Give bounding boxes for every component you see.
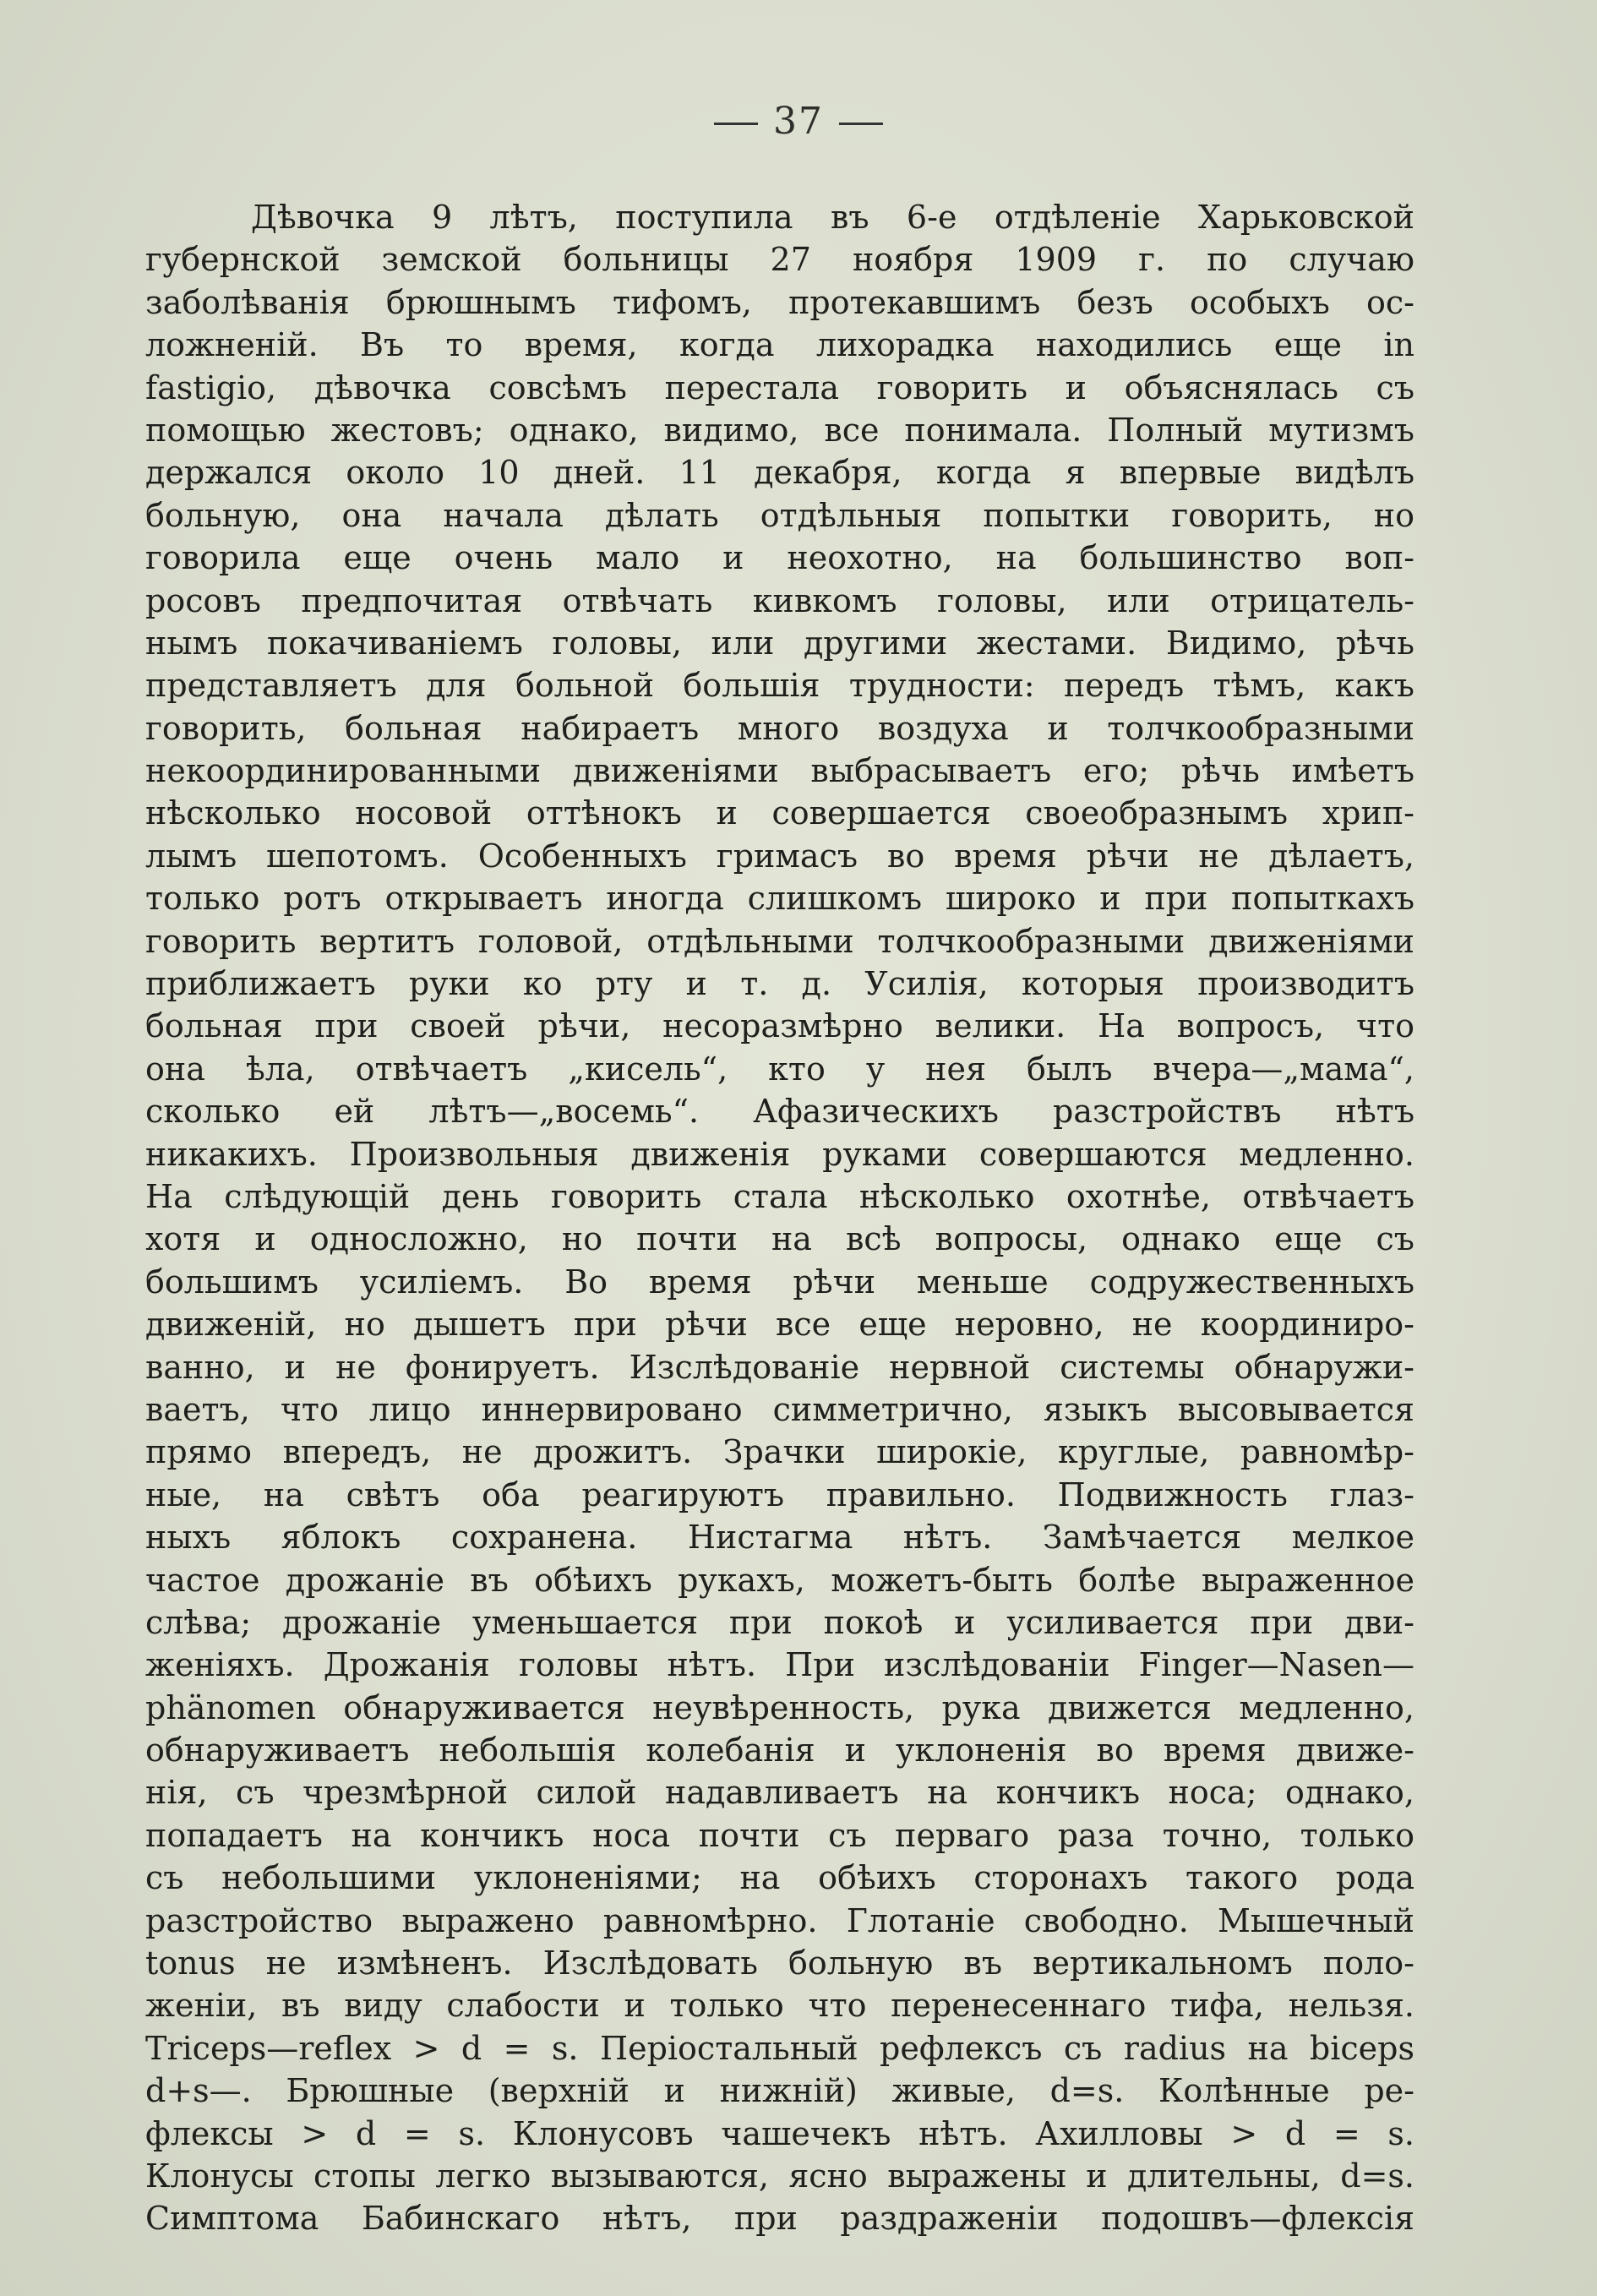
text-line: съ небольшими уклоненіями; на обѣихъ сторонахъ такого рода bbox=[145, 1859, 1414, 1897]
text-line: приближаетъ руки ко рту и т. д. Усилія, которыя производитъ bbox=[145, 965, 1414, 1003]
text-line: росовъ предпочитая отвѣчать кивкомъ головы, или отрицатель- bbox=[145, 581, 1414, 619]
text-line: держался около 10 дней. 11 декабря, когда я впервые видѣлъ bbox=[145, 454, 1414, 492]
text-line: флексы > d = s. Клонусовъ чашечекъ нѣтъ. Ахилловы > d = s. bbox=[145, 2114, 1414, 2152]
text-line: лымъ шепотомъ. Особенныхъ гримасъ во время рѣчи не дѣлаетъ, bbox=[145, 837, 1414, 875]
text-line: Дѣвочка 9 лѣтъ, поступила въ 6-е отдѣленіе Харьковской bbox=[251, 199, 1414, 236]
text-line: ложненій. Въ то время, когда лихорадка находились еще in bbox=[145, 326, 1414, 364]
text-line: phänomen обнаруживается неувѣренность, рука движется медленно, bbox=[145, 1688, 1414, 1726]
text-line: ваетъ, что лицо иннервировано симметрично, языкъ высовывается bbox=[145, 1390, 1414, 1428]
text-line: движеній, но дышетъ при рѣчи все еще неровно, не координиро- bbox=[145, 1306, 1414, 1344]
text-line: Triceps—reflex > d = s. Періостальный рефлексъ съ radius на biceps bbox=[145, 2029, 1414, 2067]
page-number bbox=[0, 100, 1597, 143]
text-line: частое дрожаніе въ обѣихъ рукахъ, можетъ-быть болѣе выраженное bbox=[145, 1561, 1414, 1599]
text-line: На слѣдующій день говорить стала нѣсколько охотнѣе, отвѣчаетъ bbox=[145, 1177, 1414, 1215]
text-line: представляетъ для больной большія трудности: передъ тѣмъ, какъ bbox=[145, 667, 1414, 705]
text-line: губернской земской больницы 27 ноября 1909 г. по случаю bbox=[145, 241, 1414, 279]
text-line: нымъ покачиваніемъ головы, или другими жестами. Видимо, рѣчь bbox=[145, 624, 1414, 662]
text-line: ные, на свѣтъ оба реагируютъ правильно. Подвижность глаз- bbox=[145, 1475, 1414, 1513]
page-number-value: 37 bbox=[773, 100, 824, 143]
text-line: Клонусы стопы легко вызываются, ясно выражены и длительны, d=s. bbox=[145, 2157, 1414, 2195]
text-line: Симптома Бабинскаго нѣтъ, при раздраженіи подошвъ—флексія bbox=[145, 2200, 1414, 2238]
text-line: заболѣванія брюшнымъ тифомъ, протекавшимъ безъ особыхъ ос- bbox=[145, 283, 1414, 321]
text-line: нѣсколько носовой оттѣнокъ и совершается своеобразнымъ хрип- bbox=[145, 794, 1414, 832]
text-line: говорить, больная набираетъ много воздуха и толчкообразными bbox=[145, 709, 1414, 747]
text-line: больная при своей рѣчи, несоразмѣрно велики. На вопросъ, что bbox=[145, 1007, 1414, 1045]
text-line: женіи, въ виду слабости и только что перенесеннаго тифа, нельзя. bbox=[145, 1987, 1414, 2025]
text-line: больную, она начала дѣлать отдѣльныя попытки говорить, но bbox=[145, 496, 1414, 534]
text-line: женіяхъ. Дрожанія головы нѣтъ. При изслѣдованіи Finger—Nasen— bbox=[145, 1646, 1414, 1684]
left-dash bbox=[714, 123, 758, 125]
text-line: разстройство выражено равномѣрно. Глотаніе свободно. Мышечный bbox=[145, 1901, 1414, 1939]
text-line: только ротъ открываетъ иногда слишкомъ широко и при попыткахъ bbox=[145, 880, 1414, 918]
text-line: прямо впередъ, не дрожитъ. Зрачки широкіе, круглые, равномѣр- bbox=[145, 1433, 1414, 1471]
text-line: слѣва; дрожаніе уменьшается при покоѣ и усиливается при дви- bbox=[145, 1603, 1414, 1641]
text-line: d+s—. Брюшные (верхній и нижній) живые, d=s. Колѣнные ре- bbox=[145, 2072, 1414, 2110]
text-line: говорить вертитъ головой, отдѣльными толчкообразными движеніями bbox=[145, 922, 1414, 960]
text-line: она ѣла, отвѣчаетъ „кисель“, кто у нея былъ вчера—„мама“, bbox=[145, 1050, 1414, 1088]
text-line: tonus не измѣненъ. Изслѣдовать больную въ вертикальномъ поло- bbox=[145, 1944, 1414, 1982]
text-line: хотя и односложно, но почти на всѣ вопросы, однако еще съ bbox=[145, 1220, 1414, 1258]
text-line: некоординированными движеніями выбрасываетъ его; рѣчь имѣетъ bbox=[145, 752, 1414, 790]
text-line: большимъ усиліемъ. Во время рѣчи меньше содружественныхъ bbox=[145, 1263, 1414, 1301]
text-line: никакихъ. Произвольныя движенія руками совершаются медленно. bbox=[145, 1135, 1414, 1173]
main-text bbox=[145, 196, 1414, 2240]
right-dash bbox=[839, 123, 883, 125]
text-line: нія, съ чрезмѣрной силой надавливаетъ на кончикъ носа; однако, bbox=[145, 1774, 1414, 1812]
text-line: сколько ей лѣтъ—„восемь“. Афазическихъ разстройствъ нѣтъ bbox=[145, 1093, 1414, 1131]
text-line: fastigio, дѣвочка совсѣмъ перестала говорить и объяснялась съ bbox=[145, 368, 1414, 406]
text-line: обнаруживаетъ небольшія колебанія и уклоненія во время движе- bbox=[145, 1732, 1414, 1770]
text-line: ныхъ яблокъ сохранена. Нистагма нѣтъ. Замѣчается мелкое bbox=[145, 1519, 1414, 1557]
text-line: попадаетъ на кончикъ носа почти съ перваго раза точно, только bbox=[145, 1816, 1414, 1854]
text-line: ванно, и не фонируетъ. Изслѣдованіе нервной системы обнаружи- bbox=[145, 1348, 1414, 1386]
text-line: говорила еще очень мало и неохотно, на большинство воп- bbox=[145, 539, 1414, 577]
text-line: помощью жестовъ; однако, видимо, все понимала. Полный мутизмъ bbox=[145, 411, 1414, 449]
